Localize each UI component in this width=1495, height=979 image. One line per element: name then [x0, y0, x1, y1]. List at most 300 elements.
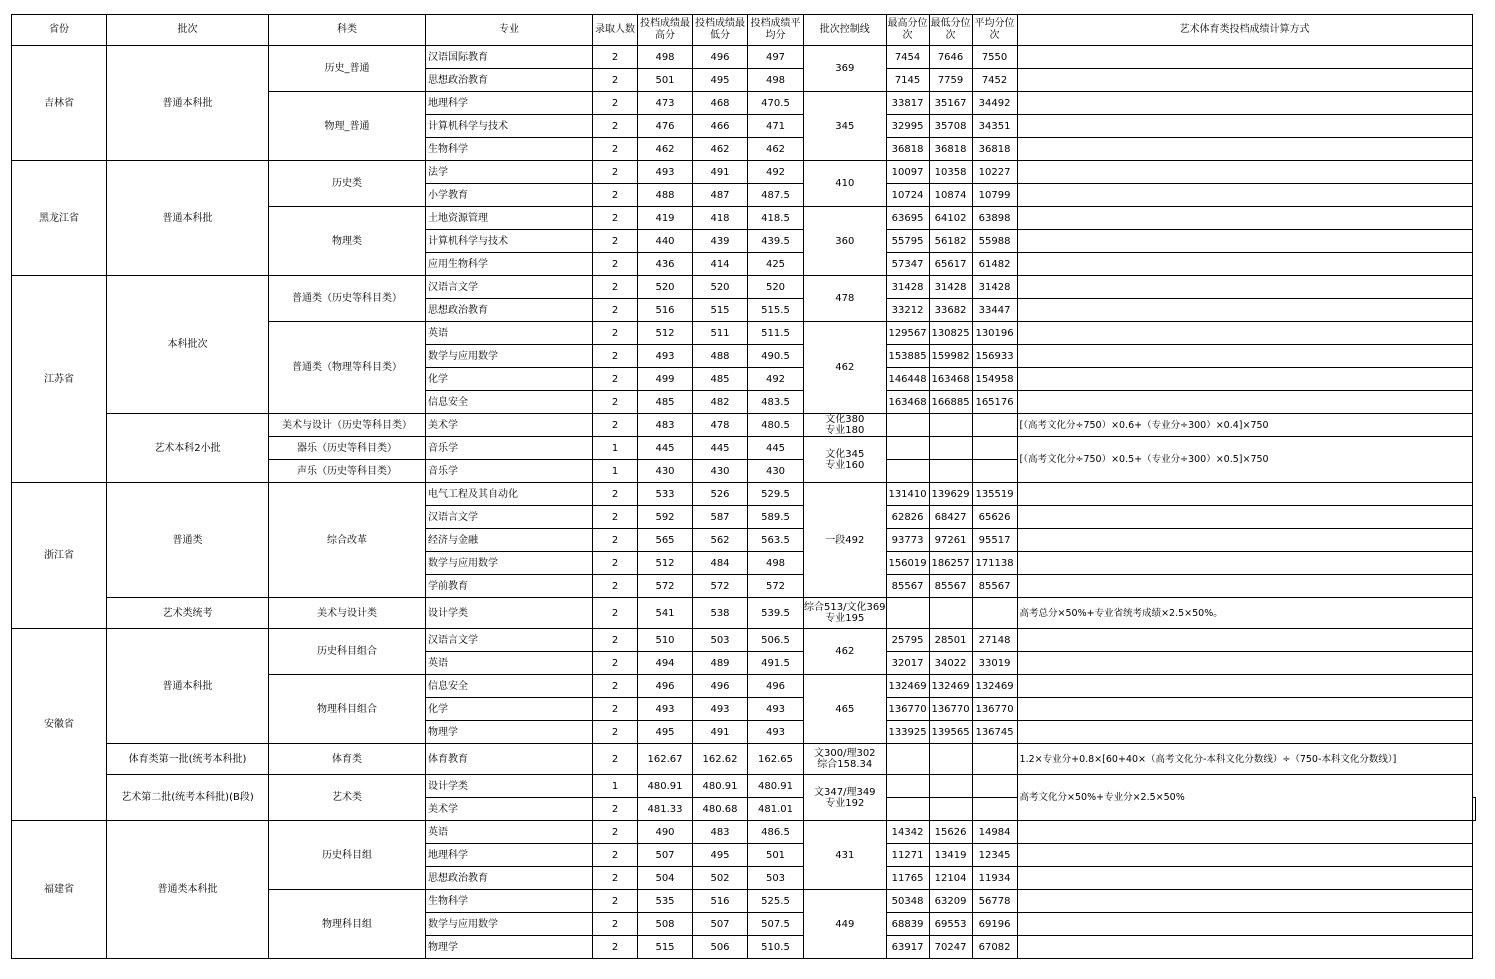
rank-min-cell: 139565	[929, 721, 972, 744]
admitted-cell: 2	[593, 821, 638, 844]
category-cell: 艺术类	[269, 775, 426, 821]
batch-cell: 普通类本科批	[107, 821, 269, 959]
formula-cell	[1017, 230, 1472, 253]
table-row	[12, 46, 1476, 69]
rank-avg-cell: 69196	[972, 913, 1017, 936]
formula-cell	[1017, 936, 1472, 959]
major-cell: 化学	[426, 368, 593, 391]
rank-max-cell: 153885	[886, 345, 929, 368]
control-line-cell	[804, 322, 887, 414]
score-avg-cell: 471	[748, 115, 804, 138]
score-max-cell: 483	[638, 414, 693, 437]
rank-avg-cell: 11934	[972, 867, 1017, 890]
rank-min-cell: 63209	[929, 890, 972, 913]
category-cell: 综合改革	[269, 483, 426, 598]
control-line-text: 综合158.34	[817, 759, 873, 770]
admitted-cell: 2	[593, 913, 638, 936]
score-avg-cell: 563.5	[748, 529, 804, 552]
formula-cell	[1017, 844, 1472, 867]
formula-cell	[1017, 46, 1472, 69]
score-min-cell: 488	[693, 345, 748, 368]
score-max-cell: 494	[638, 652, 693, 675]
province-cell: 吉林省	[12, 46, 107, 161]
category-cell: 体育类	[269, 744, 426, 775]
control-line-text: 专业160	[825, 459, 865, 471]
score-max-cell: 493	[638, 161, 693, 184]
control-line-text: 478	[835, 293, 855, 304]
score-max-cell: 462	[638, 138, 693, 161]
category-cell: 物理_普通	[269, 92, 426, 161]
rank-max-cell	[886, 414, 929, 437]
admitted-cell: 2	[593, 552, 638, 575]
major-cell: 美术学	[426, 798, 593, 821]
score-min-cell: 484	[693, 552, 748, 575]
table-row	[12, 598, 1476, 629]
formula-cell	[1017, 652, 1472, 675]
score-min-cell: 587	[693, 506, 748, 529]
batch-cell: 普通本科批	[107, 161, 269, 276]
score-max-cell: 501	[638, 69, 693, 92]
score-avg-cell: 501	[748, 844, 804, 867]
major-cell: 法学	[426, 161, 593, 184]
rank-max-cell: 10097	[886, 161, 929, 184]
rank-min-cell: 70247	[929, 936, 972, 959]
score-min-cell: 462	[693, 138, 748, 161]
rank-min-cell	[929, 744, 972, 775]
header-province: 省份	[12, 15, 107, 46]
rank-min-cell: 12104	[929, 867, 972, 890]
header-admitted: 录取人数	[593, 15, 638, 46]
major-cell: 音乐学	[426, 437, 593, 460]
rank-avg-cell: 165176	[972, 391, 1017, 414]
major-cell: 汉语言文学	[426, 506, 593, 529]
admitted-cell: 1	[593, 460, 638, 483]
rank-min-cell: 35708	[929, 115, 972, 138]
score-min-cell: 489	[693, 652, 748, 675]
header-batch: 批次	[107, 15, 269, 46]
rank-max-cell: 93773	[886, 529, 929, 552]
rank-avg-cell: 135519	[972, 483, 1017, 506]
rank-avg-cell: 10227	[972, 161, 1017, 184]
rank-avg-cell: 136770	[972, 698, 1017, 721]
rank-avg-cell: 130196	[972, 322, 1017, 345]
major-cell: 学前教育	[426, 575, 593, 598]
score-avg-cell: 418.5	[748, 207, 804, 230]
rank-max-cell	[886, 460, 929, 483]
category-cell: 物理科目组合	[269, 675, 426, 744]
score-avg-cell: 483.5	[748, 391, 804, 414]
score-min-cell: 485	[693, 368, 748, 391]
major-cell: 思想政治教育	[426, 867, 593, 890]
batch-cell: 普通本科批	[107, 46, 269, 161]
header-category: 科类	[269, 15, 426, 46]
score-avg-cell: 507.5	[748, 913, 804, 936]
category-cell: 历史科目组	[269, 821, 426, 890]
table-row	[12, 483, 1476, 506]
formula-cell	[1017, 552, 1472, 575]
score-min-cell: 520	[693, 276, 748, 299]
control-line-cell	[804, 92, 887, 161]
rank-max-cell: 163468	[886, 391, 929, 414]
formula-cell: 高考总分×50%+专业省统考成绩×2.5×50%。	[1017, 598, 1472, 629]
rank-min-cell: 139629	[929, 483, 972, 506]
rank-avg-cell: 67082	[972, 936, 1017, 959]
score-avg-cell: 529.5	[748, 483, 804, 506]
major-cell: 思想政治教育	[426, 299, 593, 322]
score-max-cell: 485	[638, 391, 693, 414]
score-min-cell: 480.68	[693, 798, 748, 821]
formula-cell	[1017, 276, 1472, 299]
score-avg-cell: 425	[748, 253, 804, 276]
batch-cell: 艺术第二批(统考本科批)(B段)	[107, 775, 269, 821]
admitted-cell: 2	[593, 253, 638, 276]
control-line-text: 文347/理349	[814, 786, 876, 798]
admitted-cell: 2	[593, 483, 638, 506]
rank-avg-cell: 27148	[972, 629, 1017, 652]
control-line-cell	[804, 437, 887, 483]
formula-cell: 1.2×专业分+0.8×[60+40×（高考文化分-本科文化分数线）÷（750-本科文化分数线）]	[1017, 744, 1472, 775]
category-cell: 普通类（物理等科目类）	[269, 322, 426, 414]
admitted-cell: 2	[593, 414, 638, 437]
header-art-formula: 艺术体育类投档成绩计算方式	[1017, 15, 1472, 46]
admitted-cell: 2	[593, 184, 638, 207]
table-row	[12, 629, 1476, 652]
rank-max-cell: 63917	[886, 936, 929, 959]
table-row	[12, 161, 1476, 184]
admitted-cell: 2	[593, 161, 638, 184]
rank-avg-cell: 34351	[972, 115, 1017, 138]
score-min-cell: 439	[693, 230, 748, 253]
major-cell: 设计学类	[426, 775, 593, 798]
admitted-cell: 2	[593, 575, 638, 598]
category-cell: 历史类	[269, 161, 426, 207]
rank-avg-cell: 156933	[972, 345, 1017, 368]
score-max-cell: 476	[638, 115, 693, 138]
header-rank-avg: 平均分位次	[972, 15, 1017, 46]
rank-max-cell: 31428	[886, 276, 929, 299]
score-min-cell: 445	[693, 437, 748, 460]
admitted-cell: 2	[593, 276, 638, 299]
major-cell: 计算机科学与技术	[426, 230, 593, 253]
rank-avg-cell: 7550	[972, 46, 1017, 69]
control-line-cell	[804, 483, 887, 598]
rank-avg-cell: 154958	[972, 368, 1017, 391]
formula-cell	[1017, 629, 1472, 652]
rank-avg-cell: 132469	[972, 675, 1017, 698]
score-min-cell: 162.62	[693, 744, 748, 775]
control-line-text: 410	[835, 178, 855, 189]
major-cell: 美术学	[426, 414, 593, 437]
header-row	[12, 15, 1476, 46]
rank-avg-cell: 65626	[972, 506, 1017, 529]
score-max-cell: 481.33	[638, 798, 693, 821]
batch-cell: 普通类	[107, 483, 269, 598]
major-cell: 汉语国际教育	[426, 46, 593, 69]
control-line-cell	[804, 414, 887, 437]
score-max-cell: 508	[638, 913, 693, 936]
category-cell: 美术与设计类	[269, 598, 426, 629]
rank-avg-cell: 10799	[972, 184, 1017, 207]
score-max-cell: 592	[638, 506, 693, 529]
major-cell: 汉语言文学	[426, 276, 593, 299]
major-cell: 生物科学	[426, 138, 593, 161]
rank-min-cell	[929, 460, 972, 483]
rank-min-cell: 31428	[929, 276, 972, 299]
header-score-min: 投档成绩最低分	[693, 15, 748, 46]
formula-cell	[1017, 529, 1472, 552]
score-min-cell: 414	[693, 253, 748, 276]
formula-cell	[1017, 322, 1472, 345]
score-avg-cell: 430	[748, 460, 804, 483]
score-max-cell: 473	[638, 92, 693, 115]
score-min-cell: 468	[693, 92, 748, 115]
rank-avg-cell: 36818	[972, 138, 1017, 161]
score-avg-cell: 539.5	[748, 598, 804, 629]
score-avg-cell: 490.5	[748, 345, 804, 368]
category-cell: 历史_普通	[269, 46, 426, 92]
rank-max-cell: 11765	[886, 867, 929, 890]
rank-min-cell: 35167	[929, 92, 972, 115]
score-min-cell: 495	[693, 69, 748, 92]
control-line-text: 专业192	[825, 797, 865, 809]
rank-min-cell: 13419	[929, 844, 972, 867]
rank-max-cell: 50348	[886, 890, 929, 913]
rank-min-cell: 10874	[929, 184, 972, 207]
score-max-cell: 419	[638, 207, 693, 230]
score-min-cell: 480.91	[693, 775, 748, 798]
score-avg-cell: 498	[748, 69, 804, 92]
admitted-cell: 2	[593, 299, 638, 322]
rank-max-cell: 32017	[886, 652, 929, 675]
rank-avg-cell: 34492	[972, 92, 1017, 115]
admission-score-table	[11, 14, 1476, 959]
major-cell: 数学与应用数学	[426, 345, 593, 368]
rank-max-cell	[886, 798, 929, 821]
score-min-cell: 502	[693, 867, 748, 890]
category-cell: 器乐（历史等科目类）	[269, 437, 426, 460]
rank-min-cell	[929, 775, 972, 798]
major-cell: 英语	[426, 821, 593, 844]
rank-min-cell: 65617	[929, 253, 972, 276]
rank-min-cell: 64102	[929, 207, 972, 230]
score-min-cell: 506	[693, 936, 748, 959]
major-cell: 思想政治教育	[426, 69, 593, 92]
admitted-cell: 2	[593, 138, 638, 161]
rank-max-cell: 25795	[886, 629, 929, 652]
major-cell: 经济与金融	[426, 529, 593, 552]
major-cell: 计算机科学与技术	[426, 115, 593, 138]
rank-avg-cell: 56778	[972, 890, 1017, 913]
batch-cell: 艺术类统考	[107, 598, 269, 629]
control-line-text: 465	[835, 703, 855, 715]
formula-cell	[1017, 821, 1472, 844]
formula-cell	[1017, 391, 1472, 414]
score-max-cell: 535	[638, 890, 693, 913]
header-rank-min: 最低分位次	[929, 15, 972, 46]
major-cell: 物理学	[426, 721, 593, 744]
rank-max-cell: 146448	[886, 368, 929, 391]
major-cell: 信息安全	[426, 675, 593, 698]
score-avg-cell: 470.5	[748, 92, 804, 115]
admitted-cell: 2	[593, 629, 638, 652]
score-min-cell: 538	[693, 598, 748, 629]
score-avg-cell: 480.5	[748, 414, 804, 437]
score-avg-cell: 481.01	[748, 798, 804, 821]
formula-cell: 高考文化分×50%+专业分×2.5×50%	[1017, 775, 1472, 821]
admitted-cell: 2	[593, 322, 638, 345]
score-avg-cell: 498	[748, 552, 804, 575]
control-line-text: 369	[835, 63, 855, 74]
score-min-cell: 478	[693, 414, 748, 437]
score-avg-cell: 439.5	[748, 230, 804, 253]
score-avg-cell: 492	[748, 161, 804, 184]
rank-avg-cell	[972, 460, 1017, 483]
score-min-cell: 572	[693, 575, 748, 598]
control-line-text: 专业195	[825, 613, 865, 624]
control-line-cell	[804, 675, 887, 744]
score-min-cell: 496	[693, 46, 748, 69]
control-line-cell	[804, 207, 887, 276]
formula-cell	[1017, 115, 1472, 138]
rank-min-cell	[929, 798, 972, 821]
admitted-cell: 2	[593, 744, 638, 775]
score-max-cell: 572	[638, 575, 693, 598]
score-avg-cell: 520	[748, 276, 804, 299]
score-avg-cell: 497	[748, 46, 804, 69]
rank-max-cell: 57347	[886, 253, 929, 276]
score-min-cell: 487	[693, 184, 748, 207]
rank-min-cell: 166885	[929, 391, 972, 414]
rank-avg-cell: 55988	[972, 230, 1017, 253]
control-line-cell	[804, 629, 887, 675]
score-min-cell: 430	[693, 460, 748, 483]
admitted-cell: 2	[593, 598, 638, 629]
rank-min-cell: 36818	[929, 138, 972, 161]
score-avg-cell: 462	[748, 138, 804, 161]
score-avg-cell: 487.5	[748, 184, 804, 207]
rank-avg-cell: 12345	[972, 844, 1017, 867]
score-max-cell: 493	[638, 345, 693, 368]
score-max-cell: 520	[638, 276, 693, 299]
rank-min-cell: 28501	[929, 629, 972, 652]
batch-cell: 体育类第一批(统考本科批)	[107, 744, 269, 775]
formula-cell	[1017, 368, 1472, 391]
rank-max-cell: 156019	[886, 552, 929, 575]
category-cell: 历史科目组合	[269, 629, 426, 675]
score-min-cell: 526	[693, 483, 748, 506]
score-avg-cell: 510.5	[748, 936, 804, 959]
score-min-cell: 491	[693, 721, 748, 744]
rank-max-cell: 14342	[886, 821, 929, 844]
rank-avg-cell: 61482	[972, 253, 1017, 276]
major-cell: 音乐学	[426, 460, 593, 483]
control-line-text: 345	[835, 120, 855, 132]
score-avg-cell: 491.5	[748, 652, 804, 675]
score-max-cell: 162.67	[638, 744, 693, 775]
admitted-cell: 2	[593, 46, 638, 69]
admitted-cell: 2	[593, 368, 638, 391]
formula-cell	[1017, 345, 1472, 368]
rank-min-cell: 15626	[929, 821, 972, 844]
rank-max-cell: 62826	[886, 506, 929, 529]
score-max-cell: 430	[638, 460, 693, 483]
score-avg-cell: 572	[748, 575, 804, 598]
rank-avg-cell: 85567	[972, 575, 1017, 598]
score-avg-cell: 492	[748, 368, 804, 391]
score-avg-cell: 162.65	[748, 744, 804, 775]
score-max-cell: 516	[638, 299, 693, 322]
score-max-cell: 515	[638, 936, 693, 959]
admitted-cell: 2	[593, 506, 638, 529]
rank-max-cell: 33817	[886, 92, 929, 115]
control-line-text: 449	[835, 918, 855, 930]
control-line-text: 文化345	[825, 448, 865, 460]
score-max-cell: 445	[638, 437, 693, 460]
rank-avg-cell: 31428	[972, 276, 1017, 299]
major-cell: 生物科学	[426, 890, 593, 913]
formula-cell	[1017, 675, 1472, 698]
control-line-text: 专业180	[825, 425, 865, 436]
table-row	[12, 821, 1476, 844]
rank-max-cell: 131410	[886, 483, 929, 506]
score-max-cell: 496	[638, 675, 693, 698]
header-score-max: 投档成绩最高分	[638, 15, 693, 46]
province-cell: 黑龙江省	[12, 161, 107, 276]
rank-min-cell: 85567	[929, 575, 972, 598]
score-max-cell: 510	[638, 629, 693, 652]
formula-cell	[1017, 184, 1472, 207]
major-cell: 小学教育	[426, 184, 593, 207]
admitted-cell: 2	[593, 391, 638, 414]
score-max-cell: 436	[638, 253, 693, 276]
score-min-cell: 491	[693, 161, 748, 184]
rank-min-cell: 159982	[929, 345, 972, 368]
admitted-cell: 2	[593, 721, 638, 744]
formula-cell	[1017, 890, 1472, 913]
score-max-cell: 504	[638, 867, 693, 890]
rank-min-cell: 68427	[929, 506, 972, 529]
admitted-cell: 2	[593, 675, 638, 698]
major-cell: 体育教育	[426, 744, 593, 775]
score-max-cell: 440	[638, 230, 693, 253]
formula-cell	[1017, 913, 1472, 936]
score-min-cell: 515	[693, 299, 748, 322]
formula-cell	[1472, 798, 1475, 821]
batch-cell: 本科批次	[107, 276, 269, 414]
rank-max-cell: 55795	[886, 230, 929, 253]
major-cell: 地理科学	[426, 844, 593, 867]
rank-max-cell	[886, 598, 929, 629]
major-cell: 土地资源管理	[426, 207, 593, 230]
rank-avg-cell: 33019	[972, 652, 1017, 675]
admitted-cell: 2	[593, 798, 638, 821]
rank-avg-cell: 33447	[972, 299, 1017, 322]
rank-max-cell: 133925	[886, 721, 929, 744]
major-cell: 数学与应用数学	[426, 913, 593, 936]
score-max-cell: 495	[638, 721, 693, 744]
control-line-text: 431	[835, 849, 855, 861]
rank-min-cell	[929, 414, 972, 437]
rank-min-cell: 163468	[929, 368, 972, 391]
admitted-cell: 2	[593, 844, 638, 867]
formula-cell	[1017, 253, 1472, 276]
rank-avg-cell: 7452	[972, 69, 1017, 92]
control-line-text: 文化380	[825, 414, 865, 425]
rank-min-cell: 34022	[929, 652, 972, 675]
major-cell: 英语	[426, 322, 593, 345]
control-line-text: 文300/理302	[814, 748, 876, 759]
score-max-cell: 533	[638, 483, 693, 506]
